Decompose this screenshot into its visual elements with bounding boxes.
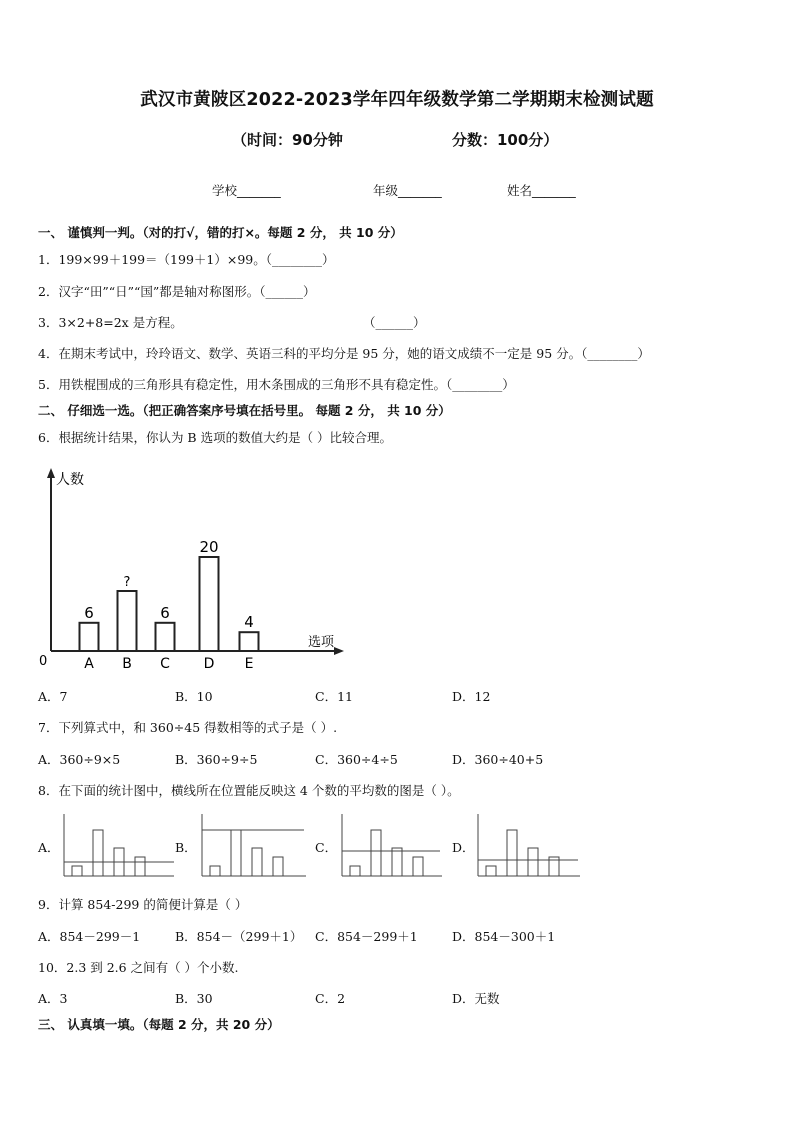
origin-label: 0 (39, 654, 48, 669)
question-4: 4．在期末考试中，玲玲语文、数学、英语三科的平均分是 95 分，她的语文成绩不一定是 95 分。（________） (38, 346, 650, 361)
tick-label-C: C (160, 656, 170, 672)
data-label-D: 20 (199, 538, 219, 556)
exam-time: （时间：90分钟 (232, 131, 343, 149)
question-5: 5．用铁棍围成的三角形具有稳定性，用木条围成的三角形不具有稳定性。（________） (38, 377, 515, 392)
q8-chart-a (62, 814, 174, 878)
q9-option-b: B．854－（299＋1） (175, 929, 303, 944)
grade-field: 年级_______ (373, 183, 442, 198)
page-title: 武汉市黄陂区2022-2023学年四年级数学第二学期期末检测试题 (140, 90, 654, 110)
question-2: 2．汉字“田”“日”“国”都是轴对称图形。（______） (38, 284, 316, 299)
q7-option-d: D．360÷40+5 (452, 752, 544, 767)
q6-option-c: C．11 (315, 689, 353, 704)
q8-chart-d (476, 814, 580, 878)
bar-B (118, 591, 137, 651)
section-2-heading: 二、 仔细选一选。（把正确答案序号填在括号里。 每题 2 分， 共 10 分） (38, 403, 451, 418)
q6-option-d: D．12 (452, 689, 491, 704)
q9-option-c: C．854－299＋1 (315, 929, 418, 944)
question-8: 8．在下面的统计图中，横线所在位置能反映这 4 个数的平均数的图是（ ）。 (38, 783, 460, 798)
q9-option-a: A．854－299－1 (38, 929, 141, 944)
question-3-answer-blank: （______） (363, 315, 426, 330)
q10-option-d: D．无数 (452, 991, 500, 1006)
q8-option-a: A． (38, 840, 60, 855)
x-axis-arrow (334, 647, 344, 655)
x-axis-label: 选项 (308, 635, 335, 650)
section-3-heading: 三、 认真填一填。（每题 2 分，共 20 分） (38, 1017, 280, 1032)
tick-label-B: B (122, 656, 132, 672)
q6-option-a: A．7 (38, 689, 68, 704)
bar-E (240, 632, 259, 651)
tick-label-A: A (84, 656, 94, 672)
q8-chart-b (200, 814, 306, 878)
q7-option-a: A．360÷9×5 (38, 752, 121, 767)
q7-option-c: C．360÷4÷5 (315, 752, 398, 767)
tick-label-D: D (203, 656, 215, 672)
data-label-B: ? (123, 575, 131, 590)
question-1: 1．199×99＋199＝（199＋1）×99。（________） (38, 252, 335, 267)
bar-C (156, 623, 175, 651)
bar-D (200, 557, 219, 651)
q8-option-d: D． (452, 840, 475, 855)
question-6-bar-chart (30, 462, 360, 676)
chart-axes (39, 468, 344, 669)
question-10: 10．2.3 到 2.6 之间有（ ）个小数. (38, 960, 239, 975)
y-axis-arrow (47, 468, 55, 478)
q8-chart-c (340, 814, 442, 878)
q10-option-c: C．2 (315, 991, 346, 1006)
tick-label-E: E (244, 656, 254, 672)
data-label-A: 6 (84, 603, 94, 622)
question-7: 7．下列算式中，和 360÷45 得数相等的式子是（ ）. (38, 720, 338, 735)
y-axis-label: 人数 (56, 472, 84, 488)
q10-option-a: A．3 (38, 991, 68, 1006)
q7-option-b: B．360÷9÷5 (175, 752, 258, 767)
data-label-C: 6 (160, 603, 170, 622)
q8-option-b: B． (175, 840, 197, 855)
q9-option-d: D．854－300＋1 (452, 929, 556, 944)
school-field: 学校_______ (212, 183, 281, 198)
name-field: 姓名_______ (507, 183, 576, 198)
q8-option-c: C． (315, 840, 338, 855)
exam-score: 分数：100分） (452, 131, 559, 149)
data-label-E: 4 (244, 613, 254, 632)
question-6: 6．根据统计结果，你认为 B 选项的数值大约是（ ）比较合理。 (38, 430, 393, 445)
q6-option-b: B．10 (175, 689, 213, 704)
section-1-heading: 一、 谨慎判一判。（对的打√，错的打×。每题 2 分， 共 10 分） (38, 225, 403, 240)
bar-A (80, 623, 99, 651)
question-3: 3．3×2+8=2x 是方程。 (38, 315, 183, 330)
q10-option-b: B．30 (175, 991, 213, 1006)
question-9: 9．计算 854-299 的简便计算是（ ） (38, 897, 248, 912)
